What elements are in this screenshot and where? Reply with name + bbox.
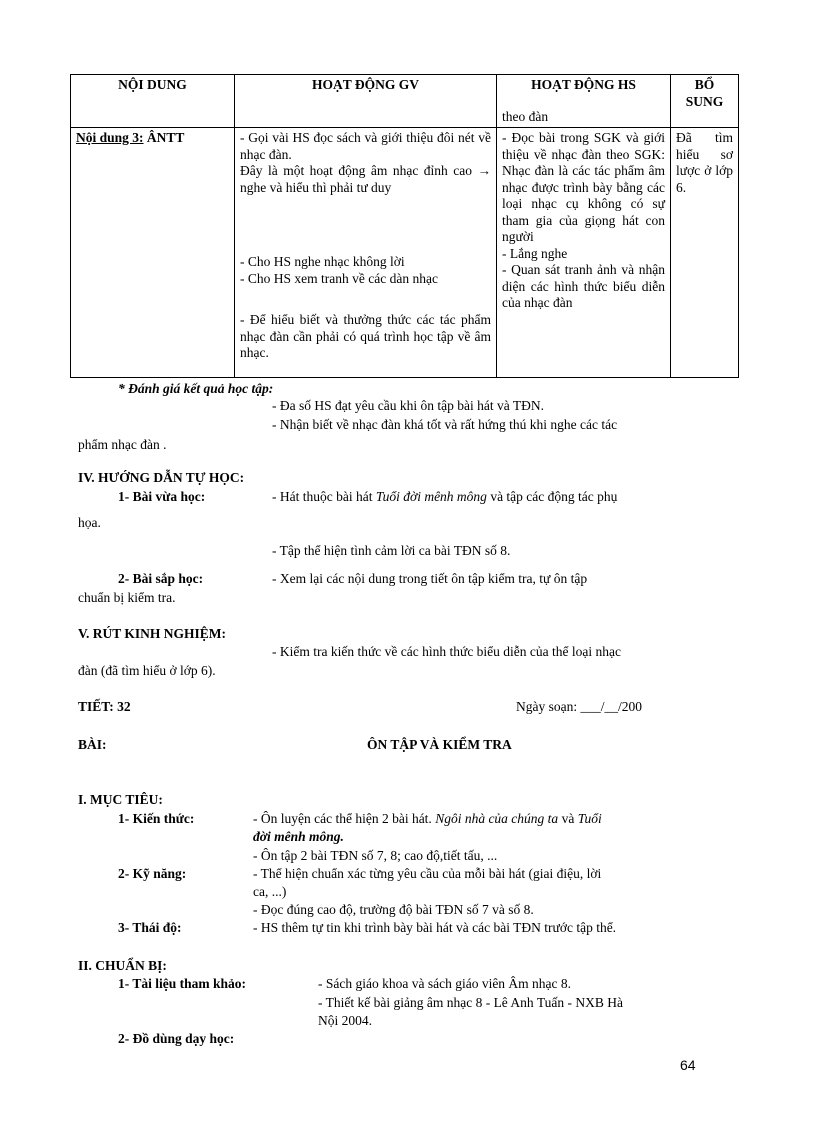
hs-item-3: - Quan sát tranh ảnh và nhận diện các hình thức biểu diễn của nhạc đàn bbox=[502, 262, 665, 310]
cell-student-activity bbox=[497, 128, 671, 378]
header-content: NỘI DUNG bbox=[71, 75, 235, 128]
skills-line-1-cont: ca, ...) bbox=[253, 884, 287, 899]
section-4-item-2-cont: chuẩn bị kiểm tra. bbox=[78, 590, 176, 605]
teaching-aids-label: 2- Đồ dùng dạy học: bbox=[118, 1031, 235, 1046]
cell-teacher-activity bbox=[235, 128, 497, 378]
song-title: Tuổi đời mênh mông bbox=[375, 489, 487, 504]
section-4-item-2-label: 2- Bài sắp học: bbox=[118, 571, 204, 586]
section-4-title: IV. HƯỚNG DẪN TỰ HỌC: bbox=[78, 470, 245, 485]
section-4-item-1-text-2: - Tập thể hiện tình cảm lời ca bài TĐN số 8. bbox=[272, 543, 511, 558]
evaluation-line-2-cont: phẩm nhạc đàn . bbox=[78, 437, 167, 452]
cell-content bbox=[71, 128, 235, 378]
section-5-line-1: - Kiểm tra kiến thức về các hình thức biểu diễn của thể loại nhạc bbox=[272, 644, 621, 659]
lesson-number: TIẾT: 32 bbox=[78, 699, 131, 714]
content-name: ÂNTT bbox=[143, 130, 185, 145]
skills-line-2: - Đọc đúng cao độ, trường độ bài TĐN số 7 và số 8. bbox=[253, 902, 534, 917]
hs-item-2: - Lắng nghe bbox=[502, 245, 568, 261]
section-4-item-2-text: - Xem lại các nội dung trong tiết ôn tập kiểm tra, tự ôn tập bbox=[272, 571, 588, 586]
references-label: 1- Tài liệu tham khảo: bbox=[118, 976, 247, 991]
header-notes: BỔ SUNG bbox=[671, 75, 739, 128]
header-student-label: HOẠT ĐỘNG HS bbox=[531, 77, 636, 92]
references-line-1: - Sách giáo khoa và sách giáo viên Âm nhạc 8. bbox=[318, 976, 572, 991]
cell-notes: Đã tìm hiểu sơ lược ở lớp 6. bbox=[671, 128, 739, 378]
table-row bbox=[71, 128, 739, 378]
table-header-row bbox=[71, 75, 739, 128]
lesson-activity-table bbox=[70, 74, 739, 378]
page-number: 64 bbox=[680, 1057, 696, 1073]
evaluation-title: * Đánh giá kết quả học tập: bbox=[118, 381, 274, 396]
knowledge-line-1: - Ôn luyện các thể hiện 2 bài hát. Ngôi nhà của chúng ta và Tuổi bbox=[253, 811, 602, 826]
evaluation-line-1: - Đa số HS đạt yêu cầu khi ôn tập bài hát và TĐN. bbox=[272, 398, 544, 413]
skills-line-1: - Thể hiện chuẩn xác từng yêu cầu của mỗi bài hát (giai điệu, lời bbox=[253, 866, 602, 881]
section-4-item-1-label: 1- Bài vừa học: bbox=[118, 489, 206, 504]
knowledge-line-1-cont: đời mênh mông. bbox=[253, 829, 344, 844]
song-title-2: Tuổi bbox=[577, 811, 602, 826]
header-student-carryover: theo đàn bbox=[502, 108, 549, 124]
section-4-item-1-text: - Hát thuộc bài hát Tuổi đời mênh mông và tập các động tác phụ bbox=[272, 489, 618, 504]
references-line-2: - Thiết kế bài giảng âm nhạc 8 - Lê Anh Tuấn - NXB Hà bbox=[318, 995, 623, 1010]
hs-item-1: - Đọc bài trong SGK và giới thiệu về nhạc đàn theo SGK: Nhạc đàn là các tác phẩm âm nhạc được trình bày bằng các loại nhạc cụ không có sự tham gia của giọng hát con người bbox=[502, 130, 665, 244]
knowledge-line-2: - Ôn tập 2 bài TĐN số 7, 8; cao độ,tiết tấu, ... bbox=[253, 848, 498, 863]
objectives-title: I. MỤC TIÊU: bbox=[78, 792, 163, 807]
song-title-1: Ngôi nhà của chúng ta bbox=[435, 811, 559, 826]
gv-item-2: Đây là một hoạt động âm nhạc đỉnh cao → nghe và hiểu thì phải tư duy bbox=[240, 163, 491, 195]
gv-item-4: - Cho HS xem tranh về các dàn nhạc bbox=[240, 270, 438, 286]
attitude-label: 3- Thái độ: bbox=[118, 920, 182, 935]
section-4-item-1-cont: họa. bbox=[78, 515, 101, 530]
gv-item-5: - Để hiểu biết và thưởng thức các tác phẩm nhạc đàn cần phải có quá trình học tập về âm nhạc. bbox=[240, 312, 491, 360]
prep-date: Ngày soạn: ___/__/200 bbox=[516, 699, 642, 714]
gv-item-3: - Cho HS nghe nhạc không lời bbox=[240, 254, 405, 269]
attitude-line: - HS thêm tự tin khi trình bày bài hát và các bài TĐN trước tập thể. bbox=[253, 920, 617, 935]
preparation-title: II. CHUẨN BỊ: bbox=[78, 958, 167, 973]
gv-item-1: - Gọi vài HS đọc sách và giới thiệu đôi nét về nhạc đàn. bbox=[240, 130, 491, 162]
knowledge-label: 1- Kiến thức: bbox=[118, 811, 195, 826]
lesson-label: BÀI: bbox=[78, 737, 107, 752]
header-teacher-activity: HOẠT ĐỘNG GV bbox=[235, 75, 497, 128]
references-line-2-cont: Nội 2004. bbox=[318, 1013, 372, 1028]
evaluation-line-2: - Nhận biết về nhạc đàn khá tốt và rất hứng thú khi nghe các tác bbox=[272, 417, 618, 432]
section-5-line-2: đàn (đã tìm hiểu ở lớp 6). bbox=[78, 663, 216, 678]
header-student-activity bbox=[497, 75, 671, 128]
content-label: Nội dung 3: bbox=[76, 130, 144, 145]
section-5-title: V. RÚT KINH NGHIỆM: bbox=[78, 626, 227, 641]
skills-label: 2- Kỹ năng: bbox=[118, 866, 187, 881]
lesson-title: ÔN TẬP VÀ KIỂM TRA bbox=[367, 737, 512, 752]
